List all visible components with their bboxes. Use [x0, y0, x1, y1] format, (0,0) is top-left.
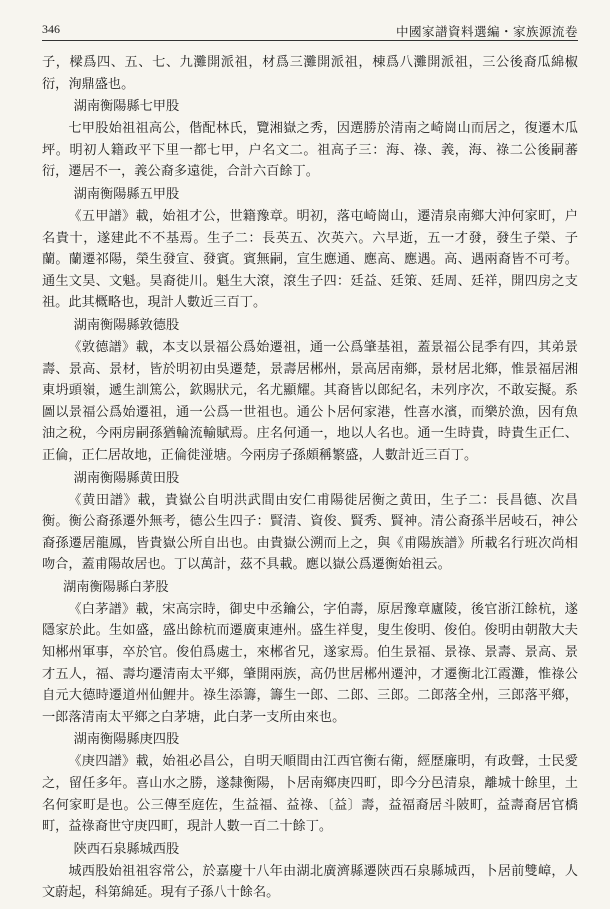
running-title: 中國家譜資料選編・家族源流卷 — [395, 24, 578, 39]
section-heading: 湖南衡陽縣七甲股 — [73, 99, 180, 115]
paragraph: 七甲股始祖祖高公，偕配林氏，覽湘嶽之秀，因選勝於清南之崎崗山而居之，復遷木瓜坪。明初人籍政平下里一都七甲，户名文二。祖高子三：海、祿、義，海、祿二公後嗣蕃衍，遷居不一，義公裔多遠徙，合計六百餘丁。 — [42, 121, 578, 180]
section-heading: 湖南衡陽縣黄田股 — [73, 470, 180, 486]
page-body — [42, 40, 578, 904]
paragraph: 《敦德譜》載，本支以景福公爲始遷祖，通一公爲肇基祖，蓋景福公昆季有四，其弟景壽、景高、景材，皆於明初由吳遷楚，景壽居郴州，景高居南鄉，景材居北鄉，惟景福居湘東坍頭嶺，遞生訓篤公，欽賜狀元，名尤顯耀。其裔皆以郎紀名，未列序次，不敢妄擬。系圖以景福公爲始遷祖，通一公爲一世祖也。通公卜居何家港，性喜水濱，而樂於漁，因有魚油之稅，今兩房嗣孫猶輪流輸賦焉。庄名何通一，地以人名也。通一生時貴，時貴生正仁、正倫，正仁居故地，正倫徙湴塘。今兩房子孫頗稱繁盛，人數計近三百丁。 — [42, 339, 578, 463]
page-number: 346 — [42, 22, 60, 36]
paragraph: 《黄田譜》載，貴嶽公自明洪武間由安仁甫陽徙居衡之黄田，生子二：長昌德、次昌衡。衡公裔孫遷外無考，德公生四子：賢清、資俊、賢秀、賢神。清公裔孫半居岐石，神公裔孫遷居龍鳳，皆貴嶽公所自出也。由貴嶽公溯而上之，與《甫陽族譜》所載名行班次尚相吻合，蓋甫陽故居也。丁以萬計，茲不具載。應以嶽公爲遷衡始祖云。 — [42, 492, 578, 573]
paragraph: 《白茅譜》載，宋高宗時，御史中丞鑰公，字伯壽，原居豫章廬陵，後官浙江餘杭，遂隱家於此。生如盛，盛出餘杭而遷廣東連州。盛生祥叟，叟生俊明、俊伯。俊明由朝散大夫知郴州軍事，卒於官。俊伯爲處士，來郴省兄，遂家焉。伯生景福、景祿、景壽、景高、景才五人，福、壽均遷清南太平鄉，肇開兩族，高仍世居郴州遷沖，才遷衡北江霞灘，惟祿公自元大德時遷道州仙鯉井。祿生添籌，籌生一郎、二郎、三郎。二郎落全州，三郎落平鄉，一郎落清南太平鄉之白茅塘，此白茅一支所由來也。 — [42, 601, 578, 725]
header-rule — [42, 40, 578, 41]
section-heading: 湖南衡陽縣五甲股 — [73, 186, 180, 202]
paragraph: 《五甲譜》載，始祖才公，世籍豫章。明初，落屯崎崗山，遷清泉南鄉大沖何家町，户名貴十，遂建此不不基焉。生子二：長英五、次英六。六早逝，五一才發，發生子榮、子蘭。蘭遷祁陽，榮生發宣、發賓。賓無嗣，宣生應通、應高、應遇。高、遇兩裔皆不可考。通生文昊、文魁。昊裔徙川。魁生大滾，滾生子四：廷益、廷策、廷周、廷祥，開四房之支祖。此其概略也，現計人數近三百丁。 — [42, 208, 578, 311]
section-heading: 湖南衡陽縣庚四股 — [73, 732, 180, 748]
paragraph: 《庚四譜》載，始祖必昌公，自明天順間由江西官衡右衛，經歷廉明，有政聲，士民愛之，留任多年。喜山水之勝，遂隸衡陽，卜居南鄉庚四町，即今分邑清泉，離城十餘里，土名何家町是也。公三傳至庭佐，生益福、益祿、〔益〕壽，益福裔居斗陂町，益壽裔居官橋町，益祿裔世守庚四町，現計人數一百二十餘丁。 — [42, 754, 578, 835]
paragraph: 子，樑爲四、五、七、九灘開派祖，材爲三灘開派祖，棟爲八灘開派祖，三公後裔瓜綿椒衍，洵鼎盛也。 — [42, 55, 578, 92]
section-heading: 陝西石泉縣城西股 — [73, 841, 180, 857]
page-header — [42, 0, 578, 40]
section-heading: 湖南衡陽縣敦德股 — [73, 317, 180, 333]
paragraph: 城西股始祖祖容常公，於嘉慶十八年由湖北廣濟縣遷陝西石泉縣城西，卜居前雙嶂，人文蔚起，科第綿延。現有子孫八十餘名。 — [42, 863, 578, 901]
section-heading: 湖南衡陽縣白茅股 — [63, 579, 169, 595]
